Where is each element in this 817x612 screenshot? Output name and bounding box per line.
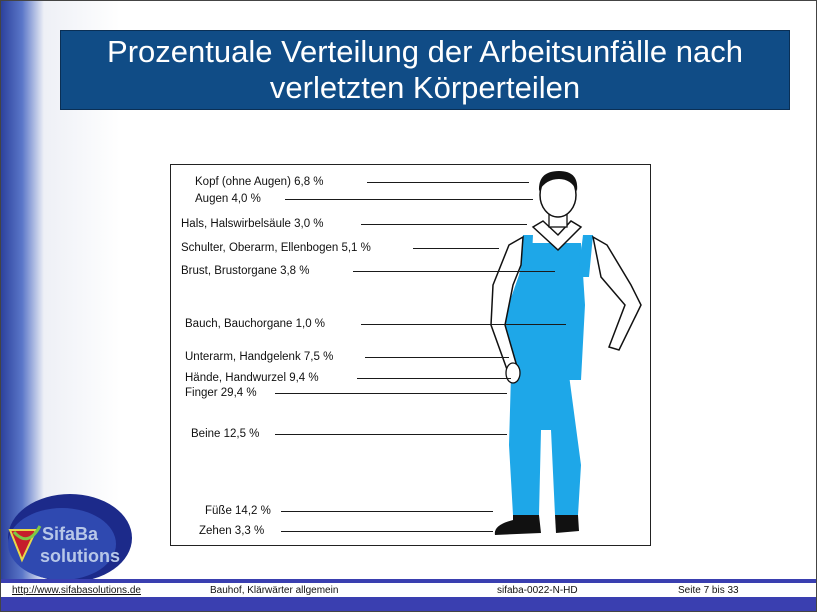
leader-line: [361, 324, 566, 325]
leader-line: [281, 511, 493, 512]
body-part-label: Augen 4,0 %: [195, 193, 261, 205]
body-part-label: Unterarm, Handgelenk 7,5 %: [185, 351, 334, 363]
body-injury-figure: [170, 164, 651, 546]
body-part-label: Schulter, Oberarm, Ellenbogen 5,1 %: [181, 242, 371, 254]
footer-page-number: Seite 7 bis 33: [678, 585, 739, 596]
leader-line: [353, 271, 555, 272]
footer-url-link[interactable]: http://www.sifabasolutions.de: [12, 585, 141, 596]
leader-line: [365, 357, 509, 358]
leader-line: [275, 434, 507, 435]
title-line-2: verletzten Körperteilen: [269, 70, 581, 105]
shoe-left: [495, 515, 541, 535]
overall-legs: [509, 375, 581, 515]
slide-title: [60, 30, 790, 110]
leader-line: [275, 393, 507, 394]
hand-left: [506, 363, 520, 383]
arm-right: [593, 237, 641, 350]
svg-text:solutions: solutions: [40, 546, 120, 566]
body-part-label: Hals, Halswirbelsäule 3,0 %: [181, 218, 324, 230]
leader-line: [281, 531, 493, 532]
body-part-label: Zehen 3,3 %: [199, 525, 265, 537]
body-part-label: Füße 14,2 %: [205, 505, 271, 517]
shoe-right: [555, 515, 579, 533]
body-part-label: Bauch, Bauchorgane 1,0 %: [185, 318, 326, 330]
leader-line: [413, 248, 499, 249]
body-part-label: Kopf (ohne Augen) 6,8 %: [195, 176, 324, 188]
leader-line: [361, 224, 527, 225]
footer-bar: [0, 579, 817, 583]
leader-line: [367, 182, 529, 183]
svg-text:SifaBa: SifaBa: [42, 524, 99, 544]
footer-topic: Bauhof, Klärwärter allgemein: [210, 585, 339, 596]
leader-line: [285, 199, 533, 200]
title-line-1: Prozentuale Verteilung der Arbeitsunfälle nach: [107, 34, 743, 69]
body-part-label: Beine 12,5 %: [191, 428, 260, 440]
bottom-strip: [0, 597, 817, 612]
leader-line: [357, 378, 511, 379]
sifaba-logo: [0, 490, 135, 585]
body-part-label: Finger 29,4 %: [185, 387, 257, 399]
body-part-label: Brust, Brustorgane 3,8 %: [181, 265, 310, 277]
body-part-label: Hände, Handwurzel 9,4 %: [185, 372, 319, 384]
footer-document-code: sifaba-0022-N-HD: [497, 585, 578, 596]
